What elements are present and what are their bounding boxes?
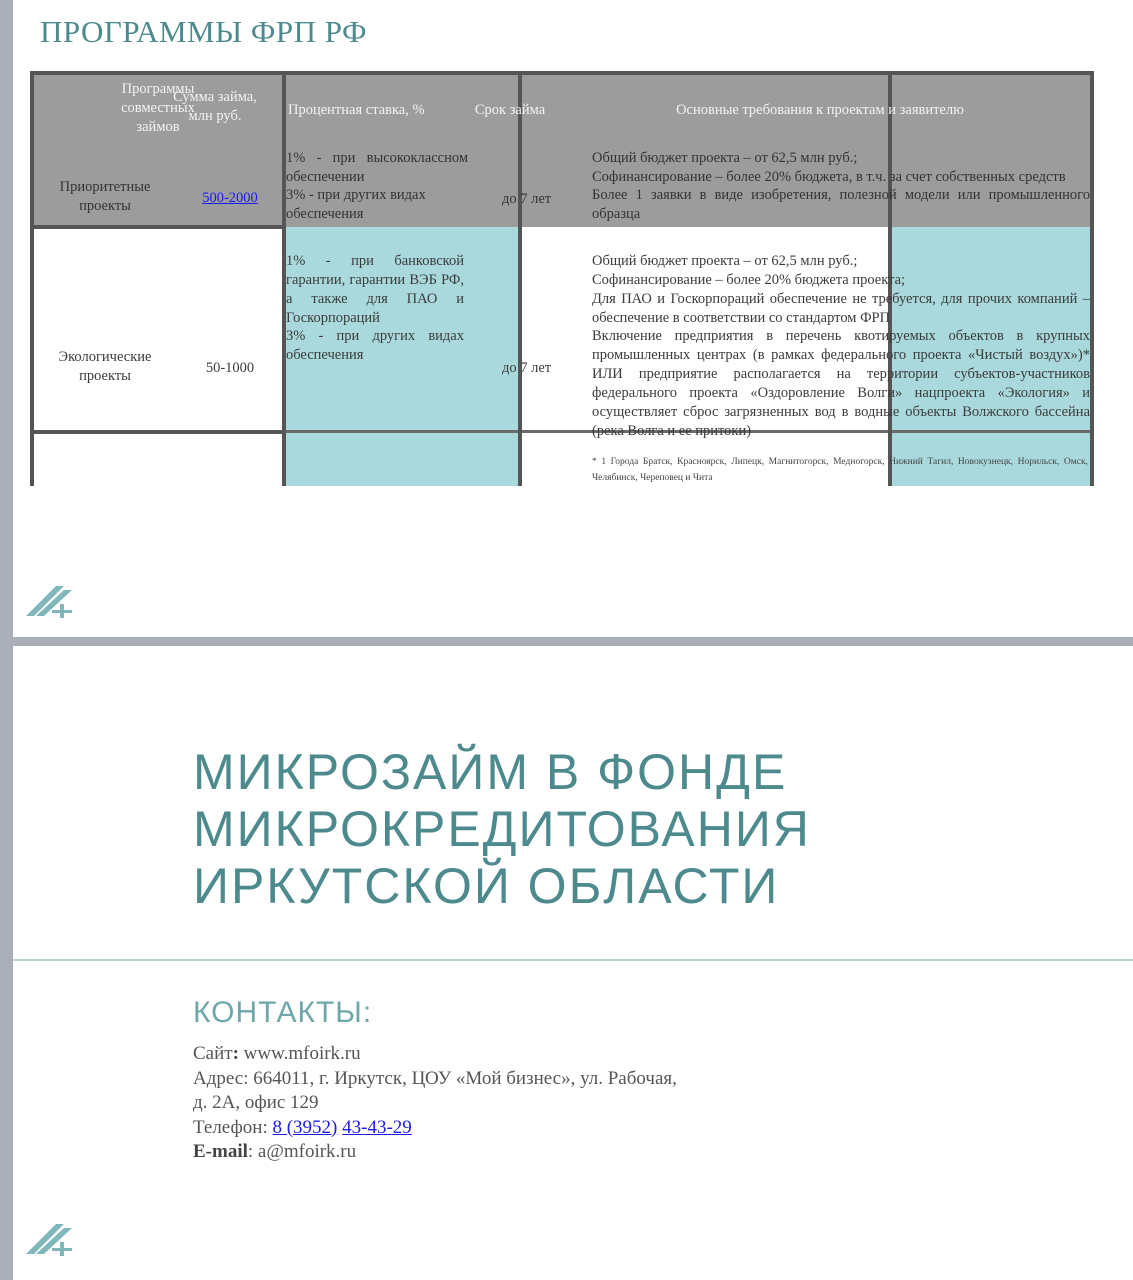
programs-table [30,71,1094,486]
contact-address-1: Адрес: 664011, г. Иркутск, ЦОУ «Мой бизнес», ул. Рабочая, [193,1067,677,1089]
header-requirements: Основные требования к проектам и заявителю [676,102,964,118]
header-program: Программы совместных займов [121,81,195,135]
fund-logo-icon [26,578,74,620]
row2-requirements: Общий бюджет проекта – от 62,5 млн руб.; Софинансирование – более 20% бюджета проекта; Для ПАО и Госкорпораций обеспечение не требуется, для прочих компаний – обеспечение в соответствии со стандартом ФРП Включение предприятия в перечень квотируемых объектов в крупных промышленных центрах (в рамках федерального проекта «Чистый воздух»)* ИЛИ предприятие располагается на территории субъектов-участников федерального проекта «Оздоровление Волги» нацпроекта «Экология» и осуществляет сброс загрязненных вод в водные объекты Волжского бассейна (река Волга и ее притоки) [592,253,1090,439]
contact-address-2: д. 2А, офис 129 [193,1092,319,1113]
grid-line [30,71,34,486]
row1-program: Приоритетные проекты [59,179,151,214]
divider [13,959,1133,961]
phone-number-link[interactable]: 43-43-29 [342,1116,412,1138]
row2-footnote: * 1 Города Братск, Красноярск, Липецк, Магнитогорск, Медногорск, Нижний Тагил, Новокузнецк, Норильск, Омск, Челябинск, Череповец и Чита [592,457,1088,484]
grid-line [30,430,284,434]
grid-line [284,71,1094,75]
slide-title: ПРОГРАММЫ ФРП РФ [40,14,367,49]
row2-rate: 1% - при банковской гарантии, гарантии ВЭБ РФ, а также для ПАО и Госкорпораций 3% - при других видах обеспечения [286,253,464,364]
fund-logo-icon [26,1216,74,1258]
grid-line [1090,71,1094,486]
row2-amount: 50-1000 [205,360,255,376]
row2-term: до 7 лет [502,360,552,376]
row1-requirements: Общий бюджет проекта – от 62,5 млн руб.; Софинансирование – более 20% бюджета, в т.ч. за счет собственных средств Более 1 заявки в виде изобретения, полезной модели или промышленного образца [592,150,1090,222]
header-amount: Сумма займа, млн руб. [173,89,257,124]
row1-term: до 7 лет [502,191,552,207]
contact-site: Сайт: www.mfoirk.ru [193,1043,361,1064]
header-rate: Процентная ставка, % [288,102,425,118]
row1-rate: 1% - при высококлассном обеспечении 3% - при других видах обеспечения [286,150,468,222]
contact-info [193,1042,677,1165]
contact-email: E-mail: a@mfoirk.ru [193,1141,357,1162]
grid-line [30,225,284,229]
row1-amount[interactable]: 500-2000 [202,190,258,206]
grid-line [518,71,522,486]
contact-phone: Телефон: 8 (3952) 43-43-29 [193,1116,412,1138]
phone-code-link[interactable]: 8 (3952) [272,1116,338,1138]
header-term: Срок займа [474,102,546,118]
row3-bg [30,432,284,486]
row3-rate-bg [284,432,520,486]
slide-title: МИКРОЗАЙМ В ФОНДЕ МИКРОКРЕДИТОВАНИЯ ИРКУТСКОЙ ОБЛАСТИ [193,744,811,914]
row2-program: Экологические проекты [58,349,152,384]
slide-frp-programs [13,0,1133,637]
row2-program-bg [30,227,284,432]
contacts-heading: КОНТАКТЫ: [193,996,373,1029]
slide-microloan [13,646,1133,1280]
